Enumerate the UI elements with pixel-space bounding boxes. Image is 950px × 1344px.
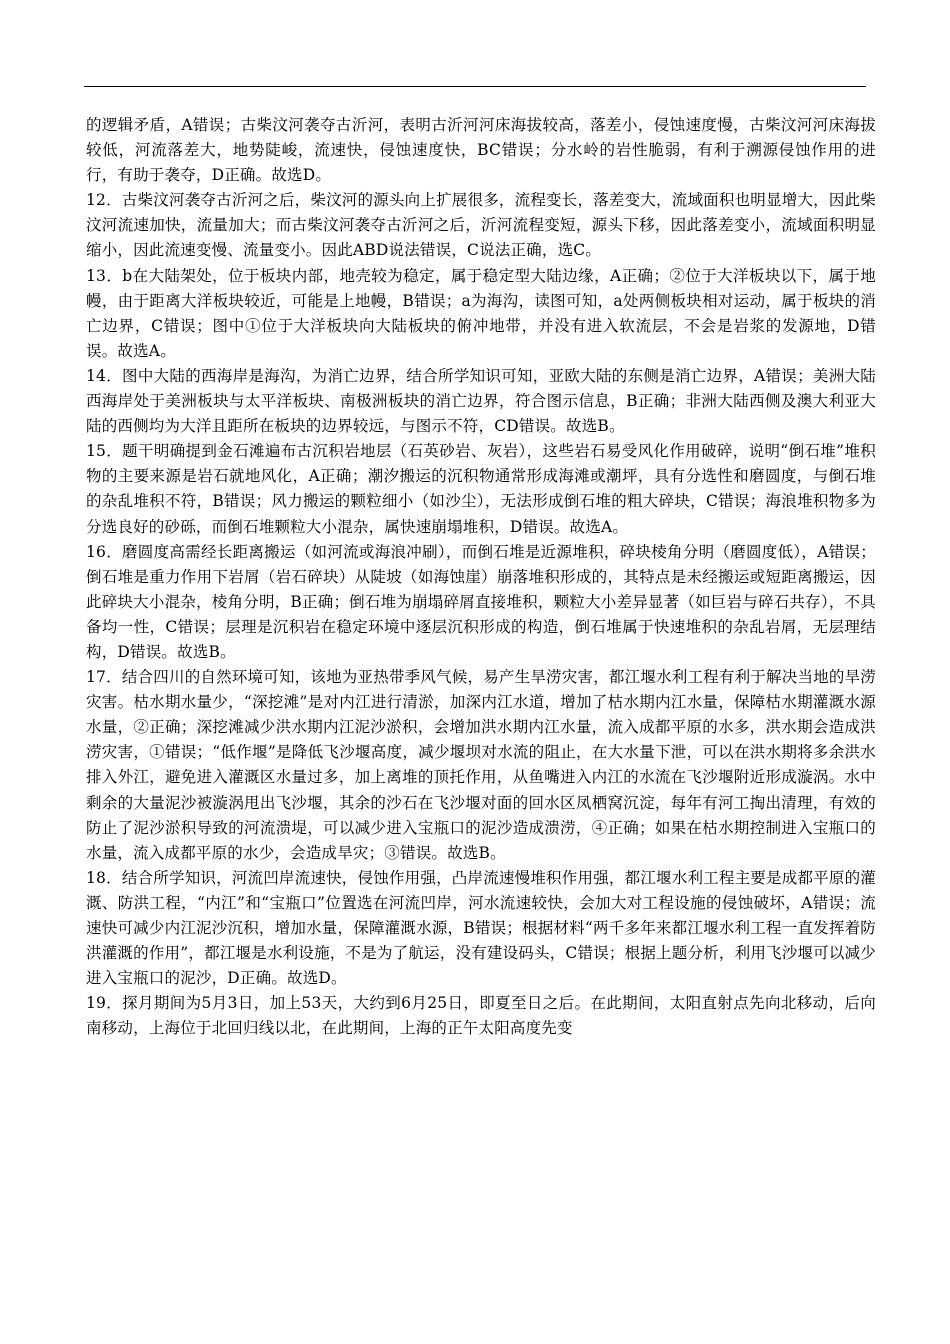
paragraph-q14: 14．图中大陆的西海岸是海沟，为消亡边界，结合所学知识可知，亚欧大陆的东侧是消亡边界，A错误；美洲大陆西海岸处于美洲板块与太平洋板块、南极洲板块的消亡边界，符合图示信息，B正确；非洲大陆西侧及澳大利亚大陆的西侧均为大洋且距所在板块的边界较远，与图示不符，CD错误。故选B。 <box>86 366 876 436</box>
paragraph-q15: 15．题干明确提到金石滩遍布古沉积岩地层（石英砂岩、灰岩），这些岩石易受风化作用破碎，说明“倒石堆”堆积物的主要来源是岩石就地风化，A正确；潮汐搬运的沉积物通常形成海滩或潮坪，具有分选性和磨圆度，与倒石堆的杂乱堆积不符，B错误；风力搬运的颗粒细小（如沙尘），无法形成倒石堆的粗大碎块，C错误；海浪堆积物多为分选良好的砂砾，而倒石堆颗粒大小混杂，属快速崩塌堆积，D错误。故选A。 <box>86 442 876 536</box>
paragraph-q18: 18．结合所学知识，河流凹岸流速快，侵蚀作用强，凸岸流速慢堆积作用强，都江堰水利工程主要是成都平原的灌溉、防洪工程，“内江”和“宝瓶口”位置选在河流凹岸，河水流速较快，会加大对工程设施的侵蚀破坏，A错误；流速快可减少内江泥沙沉积，增加水量，保障灌溉水源，B错误；根据材料“两千多年来都江堰水利工程一直发挥着防洪灌溉的作用”，都江堰是水利设施，不是为了航运，没有建设码头，C错误；根据上题分析，利用飞沙堰可以减少进入宝瓶口的泥沙，D正确。故选D。 <box>86 868 876 988</box>
paragraph-q17: 17．结合四川的自然环境可知，该地为亚热带季风气候，易产生旱涝灾害，都江堰水利工程有利于解决当地的旱涝灾害。枯水期水量少，“深挖滩”是对内江进行清淤，加深内江水道，增加了枯水期内江水量，保障枯水期灌溉水源水量，②正确；深挖滩减少洪水期内江泥沙淤积，会增加洪水期内江水量，流入成都平原的水多，洪水期会造成洪涝灾害，①错误；“低作堰”是降低飞沙堰高度，减少堰坝对水流的阻止，在大水量下泄，可以在洪水期将多余洪水排入外江，避免进入灌溉区水量过多，加上离堆的顶托作用，从鱼嘴进入内江的水流在飞沙堰附近形成漩涡。水中剩余的大量泥沙被漩涡甩出飞沙堰，其余的沙石在飞沙堰对面的回水区凤栖窝沉淀，每年有河工掏出清理，有效的防止了泥沙淤积导致的河流溃堤，可以减少进入宝瓶口的泥沙造成溃涝，④正确；如果在枯水期控制进入宝瓶口的水量，流入成都平原的水少，会造成旱灾；③错误。故选B。 <box>86 668 876 862</box>
paragraph-q13: 13．b在大陆架处，位于板块内部，地壳较为稳定，属于稳定型大陆边缘，A正确；②位于大洋板块以下，属于地幔，由于距离大洋板块较近，可能是上地幔，B错误；a为海沟，读图可知，a处两侧板块相对运动，属于板块的消亡边界，C错误；图中①位于大洋板块向大陆板块的俯冲地带，并没有进入软流层，不会是岩浆的发源地，D错误。故选A。 <box>86 266 876 360</box>
paragraph-continuation: 的逻辑矛盾，A错误；古柴汶河袭夺古沂河，表明古沂河河床海拔较高，落差小，侵蚀速度慢，古柴汶河河床海拔较低，河流落差大，地势陡峻，流速快，侵蚀速度快，BC错误；分水岭的岩性脆弱，有利于溯源侵蚀作用的进行，有助于袭夺，D正确。故选D。 <box>86 116 876 185</box>
answer-explanations <box>86 113 876 1041</box>
header-rule <box>84 86 866 87</box>
paragraph-q16: 16．磨圆度高需经长距离搬运（如河流或海浪冲刷），而倒石堆是近源堆积，碎块棱角分明（磨圆度低），A错误；倒石堆是重力作用下岩屑（岩石碎块）从陡坡（如海蚀崖）崩落堆积形成的，其特点是未经搬运或短距离搬运，因此碎块大小混杂，棱角分明，B正确；倒石堆为崩塌碎屑直接堆积，颗粒大小差异显著（如巨岩与碎石共存），不具备均一性，C错误；层理是沉积岩在稳定环境中逐层沉积形成的构造，倒石堆属于快速堆积的杂乱岩屑，无层理结构，D错误。故选B。 <box>86 542 876 661</box>
paragraph-q12: 12．古柴汶河袭夺古沂河之后，柴汶河的源头向上扩展很多，流程变长，落差变大，流域面积也明显增大，因此柴汶河流速加快，流量加大；而古柴汶河袭夺古沂河之后，沂河流程变短，源头下移，因此落差变小，流域面积明显缩小，因此流速变慢、流量变小。因此ABD说法错误，C说法正确，选C。 <box>86 191 876 260</box>
paragraph-q19: 19．探月期间为5月3日，加上53天，大约到6月25日，即夏至日之后。在此期间，太阳直射点先向北移动，后向南移动，上海位于北回归线以北，在此期间，上海的正午太阳高度先变 <box>86 994 876 1038</box>
